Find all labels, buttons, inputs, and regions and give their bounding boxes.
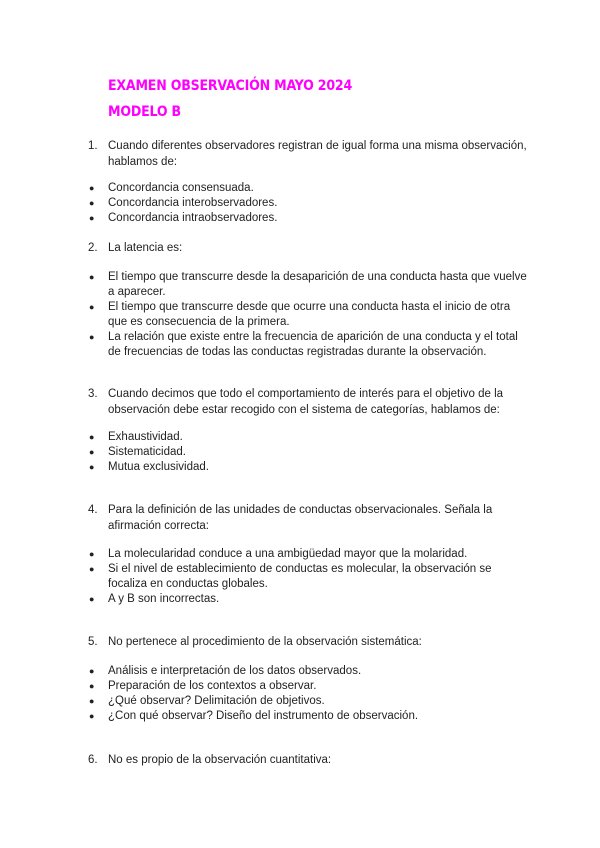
question-text: No pertenece al procedimiento de la observación sistemática: bbox=[108, 636, 422, 648]
question-2-options bbox=[0, 270, 600, 360]
option-item: ● La relación que existe entre la frecuencia de aparición de una conducta y el total de frecuencias de todas las conductas registradas durante la observación. bbox=[89, 331, 518, 358]
bullet-icon: ● bbox=[89, 696, 95, 706]
question-1-options bbox=[0, 181, 600, 226]
bullet-icon: ● bbox=[89, 462, 95, 472]
bullet-icon: ● bbox=[89, 183, 95, 193]
bullet-icon: ● bbox=[89, 432, 95, 442]
option-item: ● Concordancia consensuada. bbox=[89, 182, 254, 194]
option-item: ● El tiempo que transcurre desde la desaparición de una conducta hasta que vuelve a aparecer. bbox=[89, 271, 527, 298]
bullet-icon: ● bbox=[89, 332, 95, 342]
exam-model: MODELO B bbox=[108, 104, 181, 120]
option-item: ● Exhaustividad. bbox=[89, 431, 183, 443]
option-item: ● El tiempo que transcurre desde que ocurre una conducta hasta el inicio de otra que es consecuencia de la primera. bbox=[89, 301, 511, 328]
bullet-icon: ● bbox=[89, 666, 95, 676]
bullet-icon: ● bbox=[89, 198, 95, 208]
question-number: 5. bbox=[88, 636, 98, 648]
bullet-icon: ● bbox=[89, 213, 95, 223]
question-5-options bbox=[0, 664, 600, 724]
bullet-icon: ● bbox=[89, 564, 95, 574]
option-item: ● Concordancia intraobservadores. bbox=[89, 212, 278, 224]
bullet-icon: ● bbox=[89, 272, 95, 282]
bullet-icon: ● bbox=[89, 549, 95, 559]
option-item: ● ¿Qué observar? Delimitación de objetivos. bbox=[89, 695, 325, 707]
exam-title: EXAMEN OBSERVACIÓN MAYO 2024 bbox=[108, 78, 353, 94]
option-item: ● Sistematicidad. bbox=[89, 446, 186, 458]
bullet-icon: ● bbox=[89, 447, 95, 457]
bullet-icon: ● bbox=[89, 302, 95, 312]
question-text: Cuando decimos que todo el comportamiento de interés para el objetivo de la observación debe estar recogido con el sistema de categorías, hablamos de: bbox=[108, 388, 504, 416]
question-number: 3. bbox=[88, 388, 98, 400]
question-number: 2. bbox=[88, 242, 98, 254]
option-item: ● A y B son incorrectas. bbox=[89, 593, 220, 605]
option-item: ● Si el nivel de establecimiento de conductas es molecular, la observación se focaliza en conductas globales. bbox=[89, 563, 492, 590]
question-number: 6. bbox=[88, 754, 98, 766]
bullet-icon: ● bbox=[89, 681, 95, 691]
option-item: ● Concordancia interobservadores. bbox=[89, 197, 278, 209]
question-text: No es propio de la observación cuantitativa: bbox=[108, 754, 332, 766]
question-4-options bbox=[0, 547, 600, 607]
question-3-options bbox=[0, 430, 600, 475]
option-item: ● Mutua exclusividad. bbox=[89, 461, 209, 473]
option-item: ● Preparación de los contextos a observar. bbox=[89, 680, 317, 692]
question-number: 4. bbox=[88, 504, 98, 516]
option-item: ● ¿Con qué observar? Diseño del instrumento de observación. bbox=[89, 710, 419, 722]
question-text: Para la definición de las unidades de conductas observacionales. Señala la afirmación correcta: bbox=[108, 504, 493, 532]
bullet-icon: ● bbox=[89, 711, 95, 721]
option-item: ● La molecularidad conduce a una ambigüedad mayor que la molaridad. bbox=[89, 548, 468, 560]
option-item: ● Análisis e interpretación de los datos observados. bbox=[89, 665, 362, 677]
question-text: La latencia es: bbox=[108, 242, 183, 254]
question-text: Cuando diferentes observadores registran de igual forma una misma observación, hablamos de: bbox=[108, 140, 527, 168]
bullet-icon: ● bbox=[89, 594, 95, 604]
question-number: 1. bbox=[88, 140, 98, 152]
